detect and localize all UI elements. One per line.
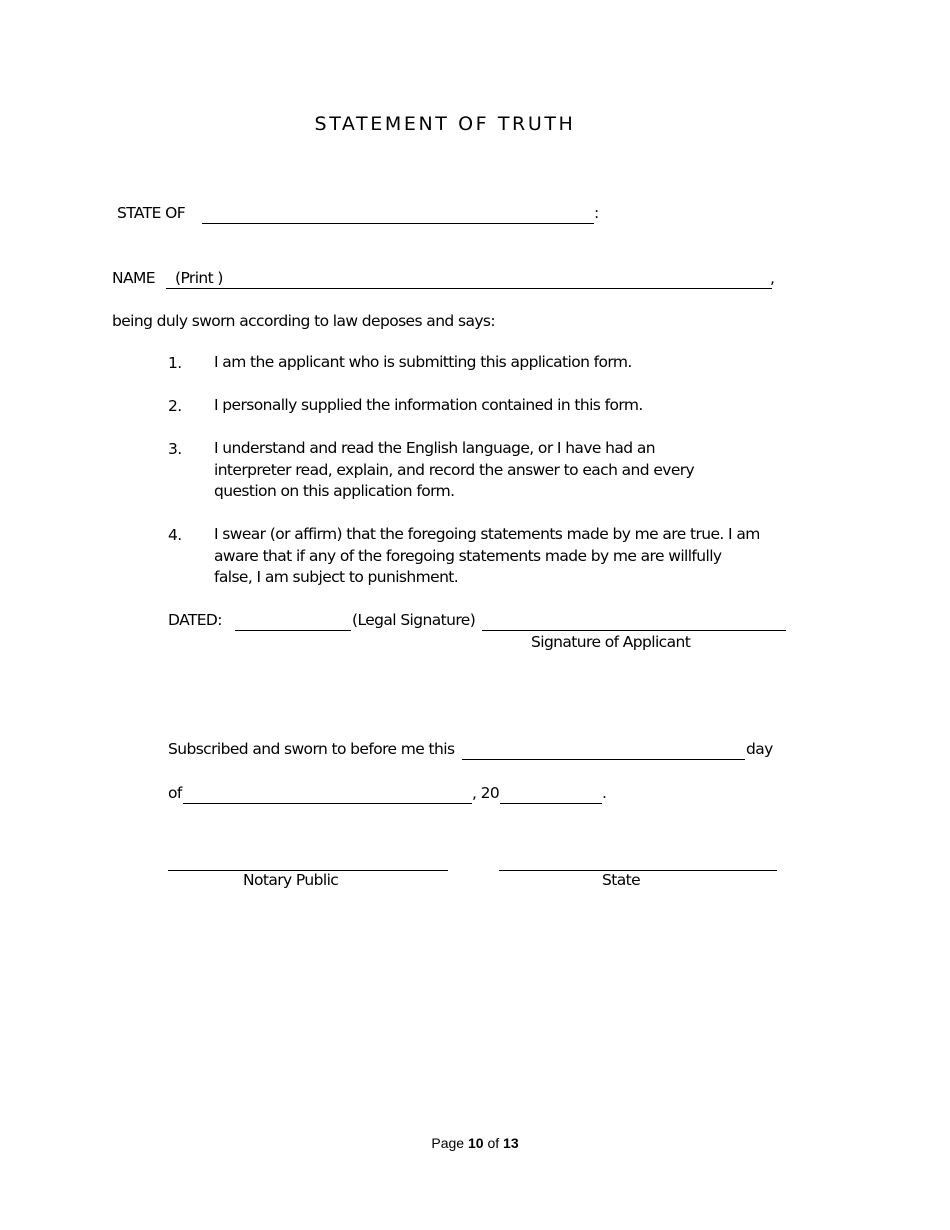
item-number: 2. [168,397,182,415]
item-text: I understand and read the English language, or I have had an interpreter read, explain, and record the answer to each and every question on this application form. [214,439,695,500]
name-comma: , [770,269,775,287]
legal-signature-label: (Legal Signature) [352,611,476,629]
state-of-label: STATE OF [117,204,186,222]
name-print-label: (Print ) [175,269,223,287]
page-word: Page [431,1135,465,1151]
document-title: STATEMENT OF TRUTH [314,113,576,135]
dated-field[interactable] [235,630,351,631]
year-field[interactable] [500,803,602,804]
month-field[interactable] [183,803,472,804]
item-number: 1. [168,354,182,372]
notary-caption: Notary Public [243,871,339,889]
year-period: . [602,784,607,802]
state-caption: State [602,871,641,889]
item-number: 4. [168,526,182,544]
of-word: of [487,1135,500,1151]
page-total: 13 [503,1135,519,1151]
page-current: 10 [467,1135,484,1151]
signature-field[interactable] [482,630,786,631]
state-of-field[interactable] [202,223,594,224]
sworn-prefix: Subscribed and sworn to before me this [168,740,455,758]
state-of-colon: : [594,204,599,222]
page-footer [0,1136,950,1150]
sworn-day-label: day [746,740,773,758]
item-text: I swear (or affirm) that the foregoing statements made by me are true. I am aware that if any of the foregoing statements made by me are willfully false, I am subject to punishment. [214,525,760,586]
of-label: of [168,784,182,802]
signature-caption: Signature of Applicant [531,633,691,651]
intro-text: being duly sworn according to law deposes and says: [112,312,496,330]
sworn-day-field[interactable] [462,759,745,760]
name-label: NAME [112,269,155,287]
year-prefix: , 20 [472,784,500,802]
item-number: 3. [168,440,182,458]
item-text: I personally supplied the information contained in this form. [214,396,643,414]
name-field[interactable] [166,288,772,289]
dated-label: DATED: [168,611,222,629]
item-text: I am the applicant who is submitting this application form. [214,353,632,371]
